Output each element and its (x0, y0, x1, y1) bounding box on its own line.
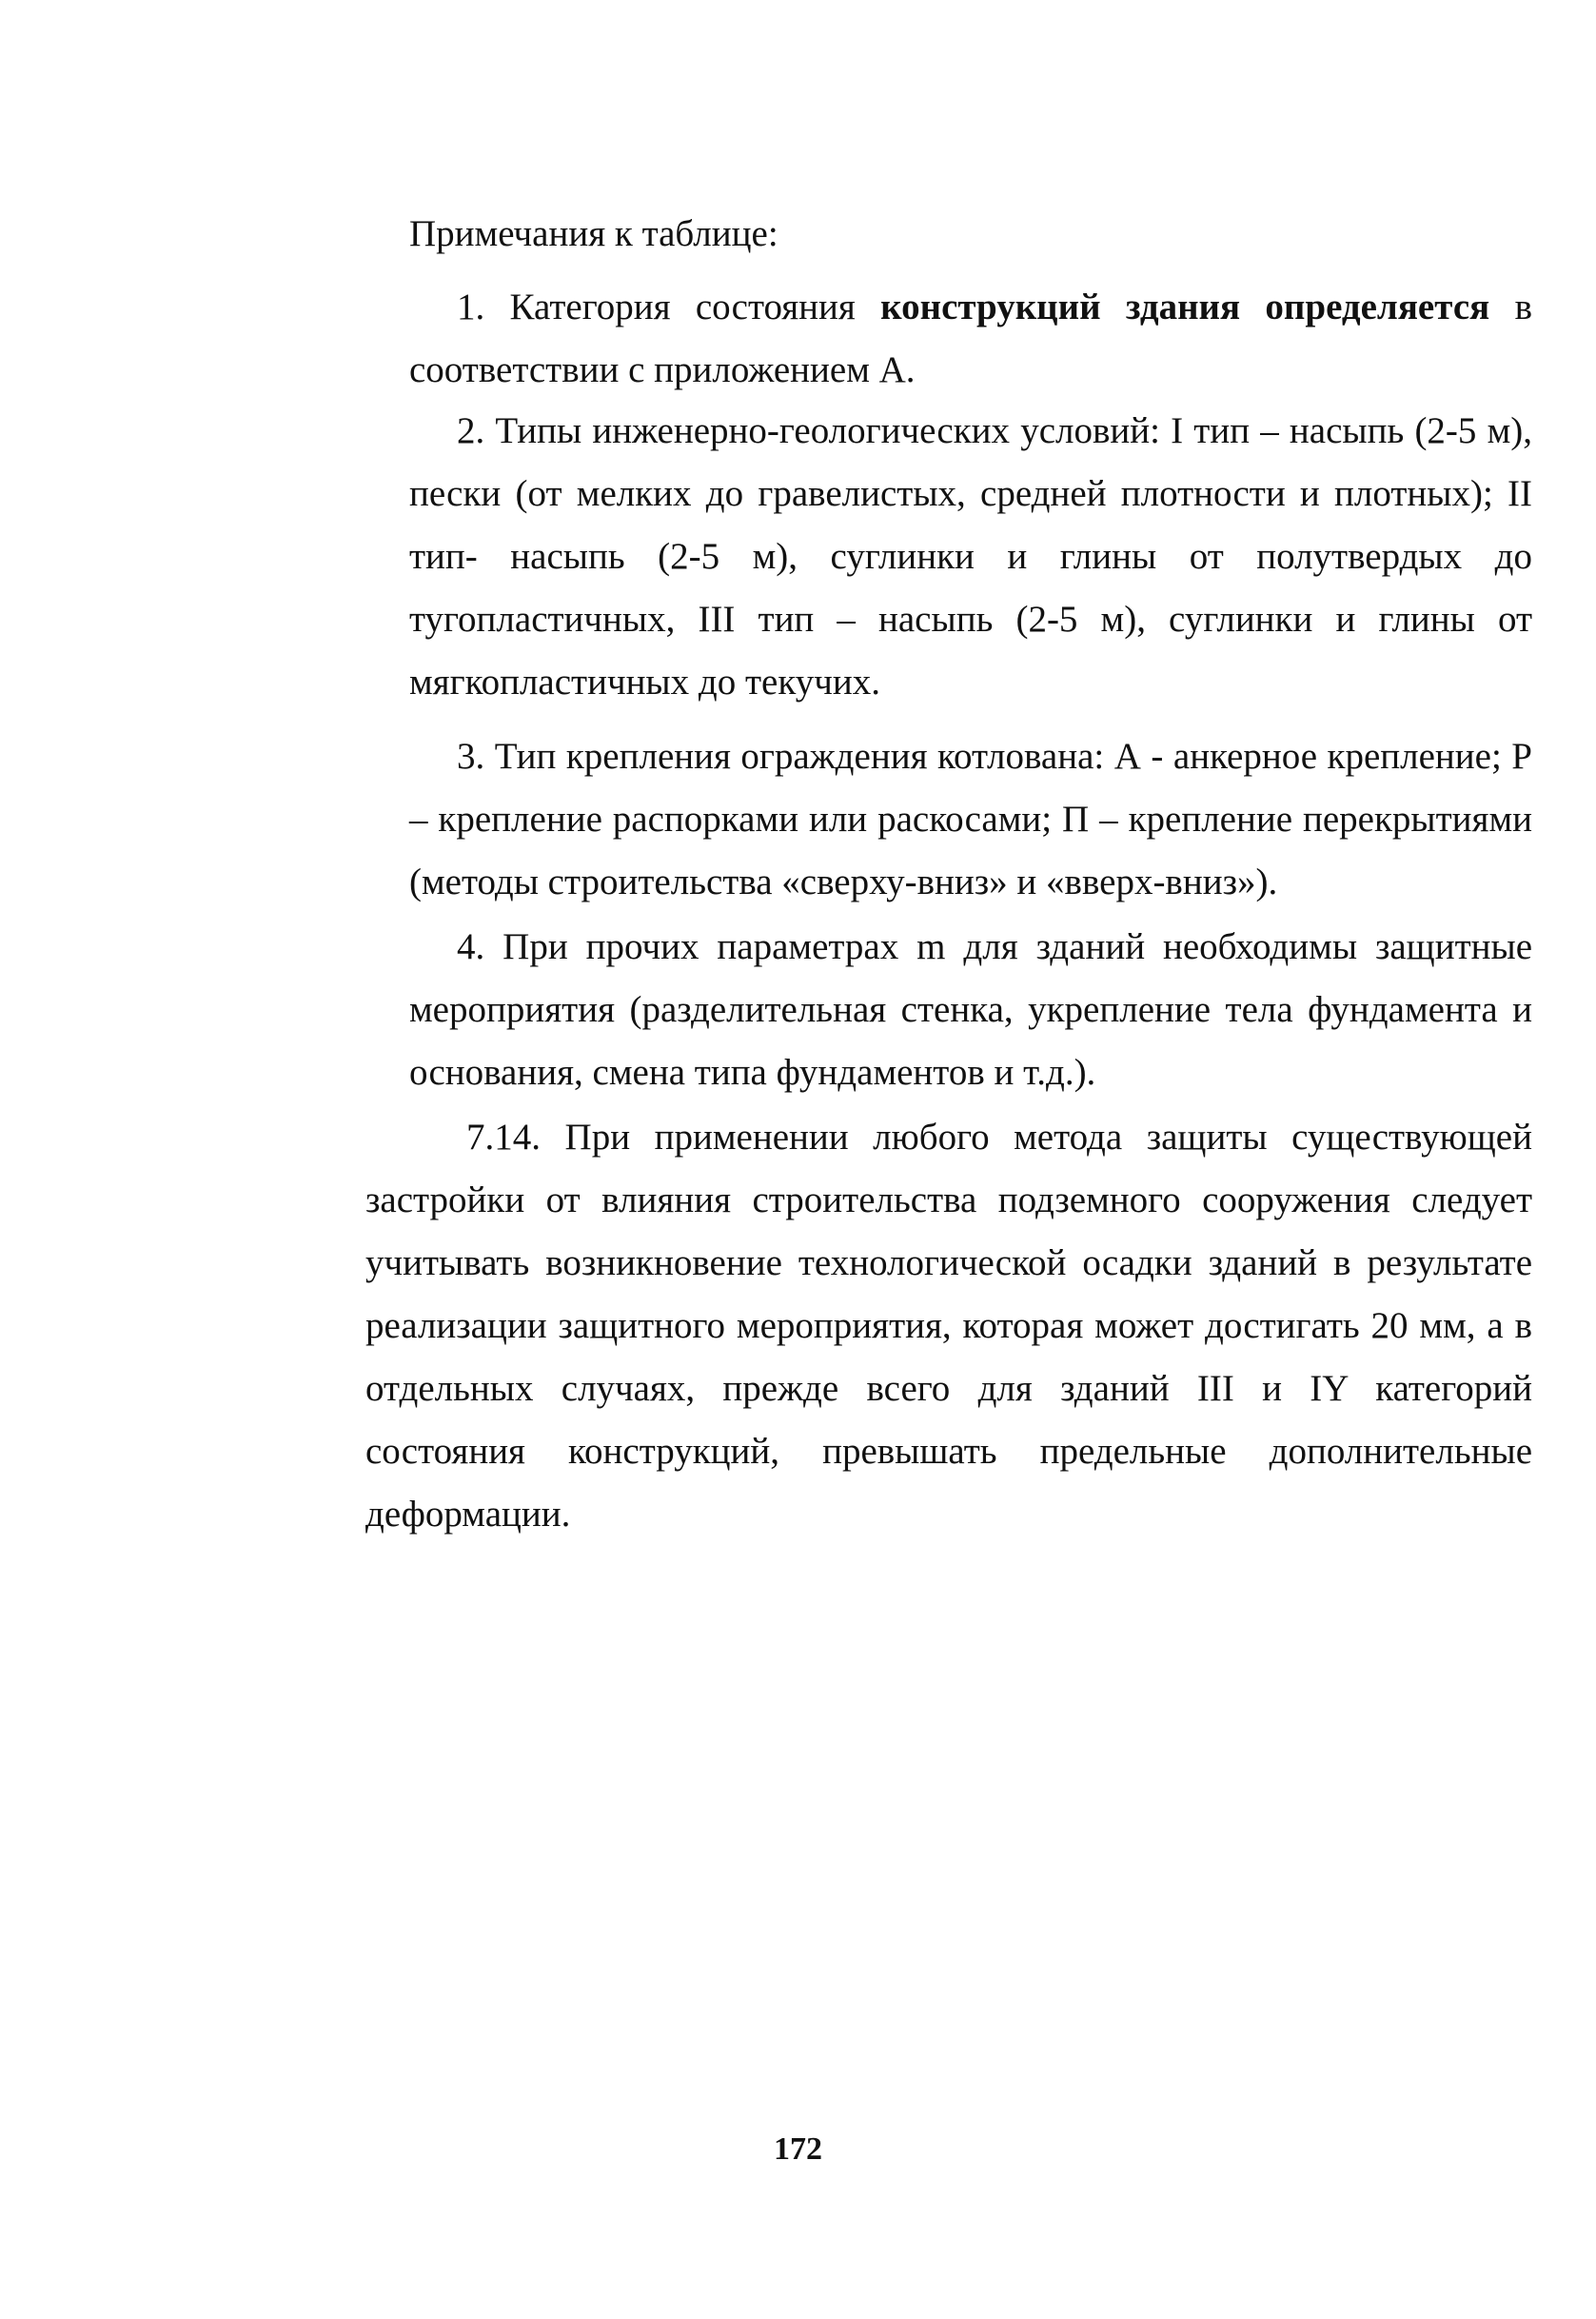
note-1-text-before: Категория состояния (484, 287, 881, 327)
note-1 (409, 276, 1532, 402)
note-2-number: 2. (457, 410, 485, 451)
page-number: 172 (774, 2131, 822, 2167)
note-1-text-bold: конструкций здания определяется (880, 287, 1490, 327)
note-4-number: 4. (457, 926, 485, 967)
note-4-text: При прочих параметрах m для зданий необходимы защитные мероприятия (разделительная стенка, укрепление тела фундамента и основания, смена типа фундаментов и т.д.). (409, 926, 1532, 1093)
section-number: 7.14. (466, 1117, 541, 1158)
note-3 (409, 725, 1532, 914)
note-1-text-after: в соответствии с приложением А. (409, 287, 1532, 390)
note-3-number: 3. (457, 736, 485, 777)
note-2-text: Типы инженерно-геологических условий: I тип – насыпь (2-5 м), пески (от мелких до гравелистых, средней плотности и плотных); II тип- насыпь (2-5 м), суглинки и глины от полутвердых до тугопластичных, III тип – насыпь (2-5 м), суглинки и глины от мягкопластичных до текучих. (409, 410, 1532, 703)
note-2 (409, 400, 1532, 714)
note-4 (409, 916, 1532, 1104)
note-1-number: 1. (457, 287, 485, 327)
note-3-text: Тип крепления ограждения котлована: А - анкерное крепление; Р – крепление распорками или раскосами; П – крепление перекрытиями (методы строительства «сверху-вниз» и «вверх-вниз»). (409, 736, 1532, 902)
section-7-14-paragraph (365, 1106, 1532, 1546)
notes-heading: Примечания к таблице: (409, 213, 778, 254)
section-text: При применении любого метода защиты существующей застройки от влияния строительства подземного сооружения следует учитывать возникновение технологической осадки зданий в результате реализации защитного мероприятия, которая может достигать 20 мм, а в отдельных случаях, прежде всего для зданий III и IY категорий состояния конструкций, превышать предельные дополнительные деформации. (365, 1117, 1532, 1535)
